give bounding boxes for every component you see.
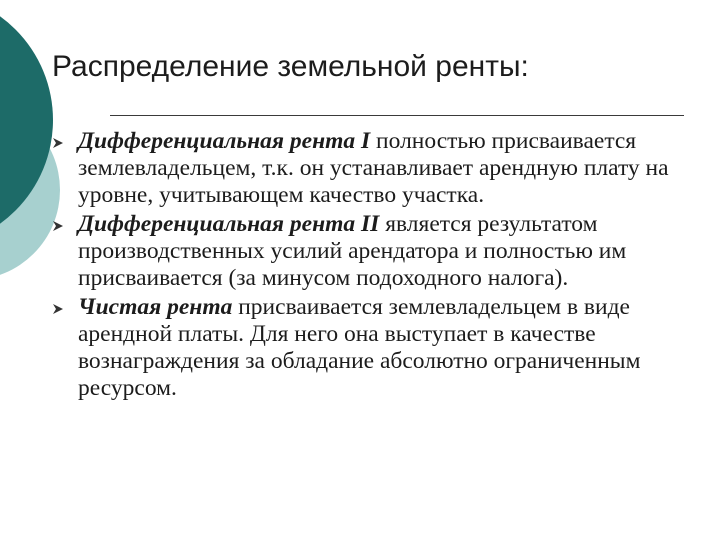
bullet-text: полностью присваивается землевладельцем, т.к. он устанавливает арендную плату на уровне, учитывающем качество участка. [78, 128, 669, 208]
bullet-text: присваивается землевладельцем в виде арендной платы. Для него она выступает в качестве вознаграждения за обладание абсолютно ограниченным ресурсом. [78, 294, 641, 401]
slide-title: Распределение земельной ренты: [52, 50, 529, 83]
arrowhead-bullet-icon [52, 220, 64, 232]
arrowhead-bullet-icon [52, 137, 64, 149]
bullet-item [50, 294, 712, 402]
bullet-term: Дифференциальная рента I [78, 128, 371, 154]
title-divider [110, 115, 684, 116]
bullet-item [50, 211, 712, 292]
bullet-list [50, 128, 712, 404]
bullet-term: Чистая рента [78, 294, 233, 320]
arrowhead-bullet-icon [52, 303, 64, 315]
bullet-term: Дифференциальная рента II [78, 211, 380, 237]
bullet-text: является результатом производственных усилий арендатора и полностью им присваивается (за минусом подоходного налога). [78, 211, 627, 291]
bullet-item [50, 128, 712, 209]
